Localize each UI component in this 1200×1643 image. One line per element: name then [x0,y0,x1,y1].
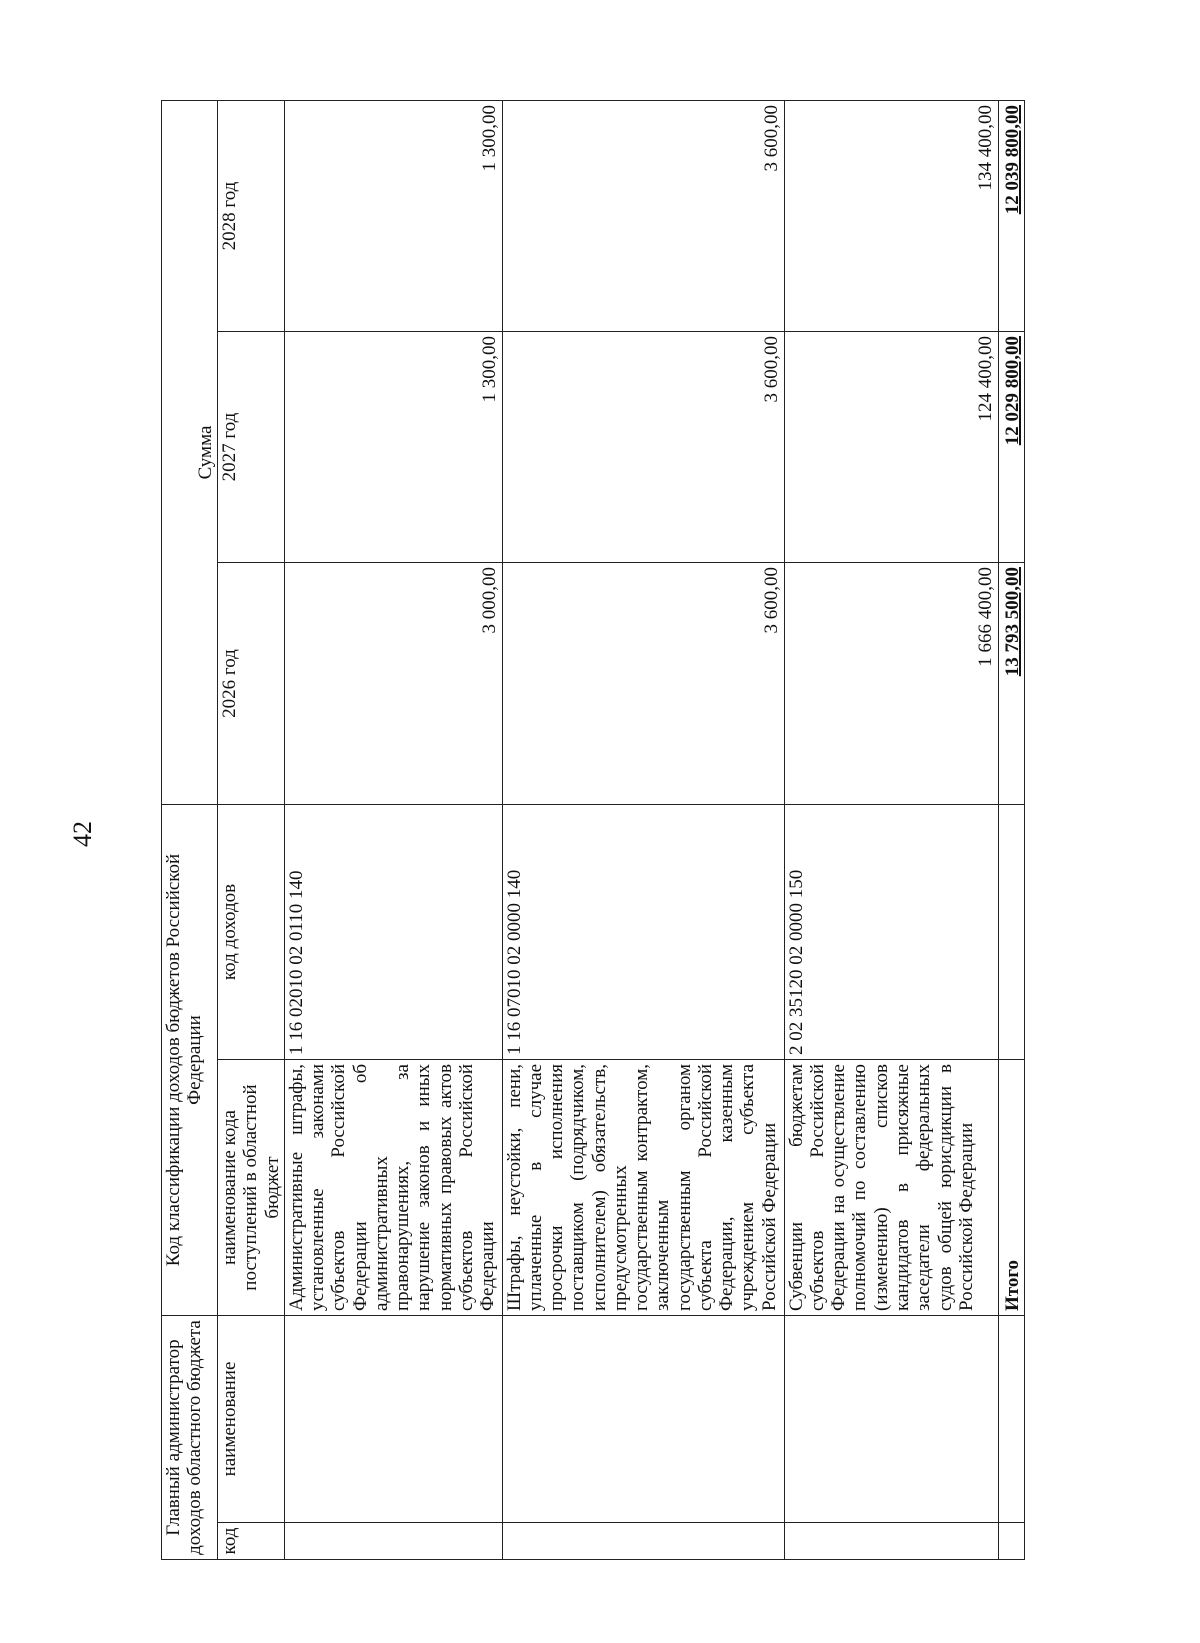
row-description: Административные штрафы, установленные законами субъектов Российской Федерации об административных правонарушениях, за нарушение законов и иных нормативных правовых актов субъектов Российской Федерации [284,1060,502,1316]
total-admin-code [998,1523,1024,1560]
header-col-code: код [218,1523,285,1560]
total-amount-2026: 13 793 500,00 [998,563,1024,805]
row-income-code: 2 02 35120 02 0000 150 [784,805,998,1060]
total-amount-2028: 12 039 800,00 [998,101,1024,332]
row-amount-2026: 3 000,00 [284,563,502,805]
row-admin-code [502,1523,784,1560]
row-amount-2026: 1 666 400,00 [784,563,998,805]
row-income-code: 1 16 02010 02 0110 140 [284,805,502,1060]
header-sum-group: Сумма [162,101,218,805]
total-admin-name [998,1316,1024,1523]
header-col-year-2026: 2026 год [218,563,285,805]
row-admin-name [502,1316,784,1523]
revenue-table [161,100,1025,1560]
row-income-code: 1 16 07010 02 0000 140 [502,805,784,1060]
row-description: Субвенции бюджетам субъектов Российской Федерации на осуществление полномочий по составлению (изменению) списков кандидатов в присяжные заседатели федеральных судов общей юрисдикции в Российской Федерации [784,1060,998,1316]
total-label: Итого [998,1060,1024,1316]
header-admin-group: Главный администратор доходов областного бюджета [162,1316,218,1560]
row-amount-2028: 3 600,00 [502,101,784,332]
row-admin-name [284,1316,502,1523]
row-amount-2027: 124 400,00 [784,332,998,563]
row-amount-2026: 3 600,00 [502,563,784,805]
header-col-income-code: код доходов [218,805,285,1060]
table-row [502,101,784,1560]
header-row-1 [162,101,218,1560]
header-col-year-2028: 2028 год [218,101,285,332]
row-admin-code [284,1523,502,1560]
rotated-table-container [161,101,1025,1560]
page-number: 42 [68,821,97,847]
table-row [284,101,502,1560]
row-amount-2027: 3 600,00 [502,332,784,563]
row-admin-name [784,1316,998,1523]
row-admin-code [784,1523,998,1560]
table-row [784,101,998,1560]
row-description: Штрафы, неустойки, пени, уплаченные в случае просрочки исполнения поставщиком (подрядчиком, исполнителем) обязательств, предусмотренных государственным контрактом, заключенным государственным органом субъекта Российской Федерации, казенным учреждением субъекта Российской Федерации [502,1060,784,1316]
row-amount-2027: 1 300,00 [284,332,502,563]
row-amount-2028: 134 400,00 [784,101,998,332]
total-income-code [998,805,1024,1060]
header-classification-group: Код классификации доходов бюджетов Российской Федерации [162,805,218,1316]
header-col-year-2027: 2027 год [218,332,285,563]
total-amount-2027: 12 029 800,00 [998,332,1024,563]
header-col-name: наименование [218,1316,285,1523]
row-amount-2028: 1 300,00 [284,101,502,332]
total-row [998,101,1024,1560]
header-row-2 [218,101,285,1560]
header-col-receipt-name: наименование кода поступлений в областной бюджет [218,1060,285,1316]
